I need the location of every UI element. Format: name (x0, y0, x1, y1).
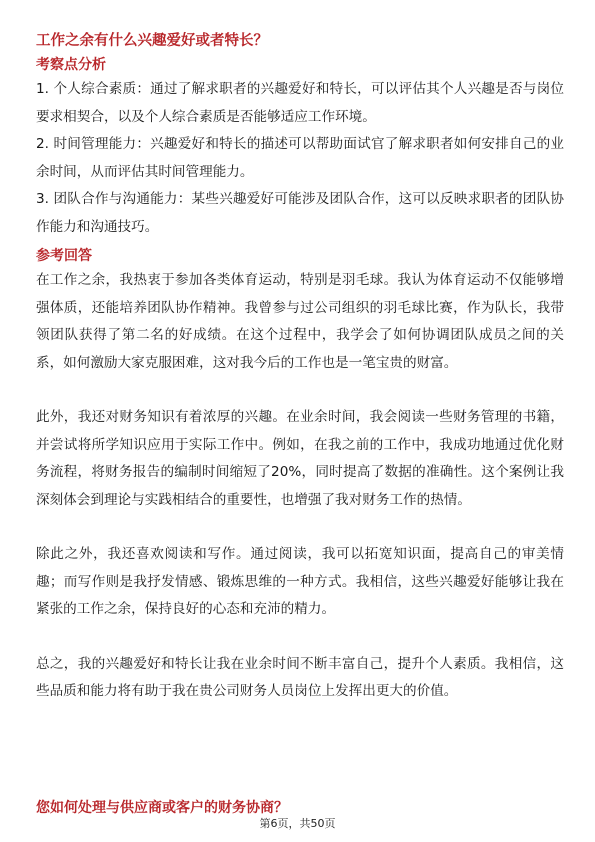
analysis-point: 1. 个人综合素质：通过了解求职者的兴趣爱好和特长，可以评估其个人兴趣是否与岗位要求相契合，以及个人综合素质是否能够适应工作环境。 (36, 81, 564, 125)
answer-paragraph: 总之，我的兴趣爱好和特长让我在业余时间不断丰富自己，提升个人素质。我相信，这些品质和能力将有助于我在贵公司财务人员岗位上发挥出更大的价值。 (36, 655, 564, 699)
document-body (36, 30, 564, 706)
answer-paragraph: 在工作之余，我热衷于参加各类体育运动，特别是羽毛球。我认为体育运动不仅能够增强体质，还能培养团队协作精神。我曾参与过公司组织的羽毛球比赛，作为队长，我带领团队获得了第二名的好成绩。在这个过程中，我学会了如何协调团队成员之间的关系，如何激励大家克服困难，这对我今后的工作也是一笔宝贵的财富。 (36, 272, 564, 371)
analysis-point: 2. 时间管理能力：兴趣爱好和特长的描述可以帮助面试官了解求职者如何安排自己的业余时间，从而评估其时间管理能力。 (36, 136, 564, 180)
next-question-title: 您如何处理与供应商或客户的财务协商？ (36, 800, 288, 816)
answer-paragraph: 除此之外，我还喜欢阅读和写作。通过阅读，我可以拓宽知识面，提高自己的审美情趣；而写作则是我抒发情感、锻炼思维的一种方式。我相信，这些兴趣爱好能够让我在紧张的工作之余，保持良好的心态和充沛的精力。 (36, 546, 564, 617)
answer-heading: 参考回答 (36, 248, 92, 264)
analysis-point: 3. 团队合作与沟通能力：某些兴趣爱好可能涉及团队合作，这可以反映求职者的团队协作能力和沟通技巧。 (36, 191, 564, 235)
answer-paragraph: 此外，我还对财务知识有着浓厚的兴趣。在业余时间，我会阅读一些财务管理的书籍，并尝试将所学知识应用于实际工作中。例如，在我之前的工作中，我成功地通过优化财务流程，将财务报告的编制时间缩短了20%，同时提高了数据的准确性。这个案例让我深刻体会到理论与实践相结合的重要性，也增强了我对财务工作的热情。 (36, 409, 564, 508)
question-title: 工作之余有什么兴趣爱好或者特长？ (36, 33, 268, 49)
analysis-heading: 考察点分析 (36, 57, 106, 73)
page-number: 第6页，共50页 (259, 817, 336, 830)
